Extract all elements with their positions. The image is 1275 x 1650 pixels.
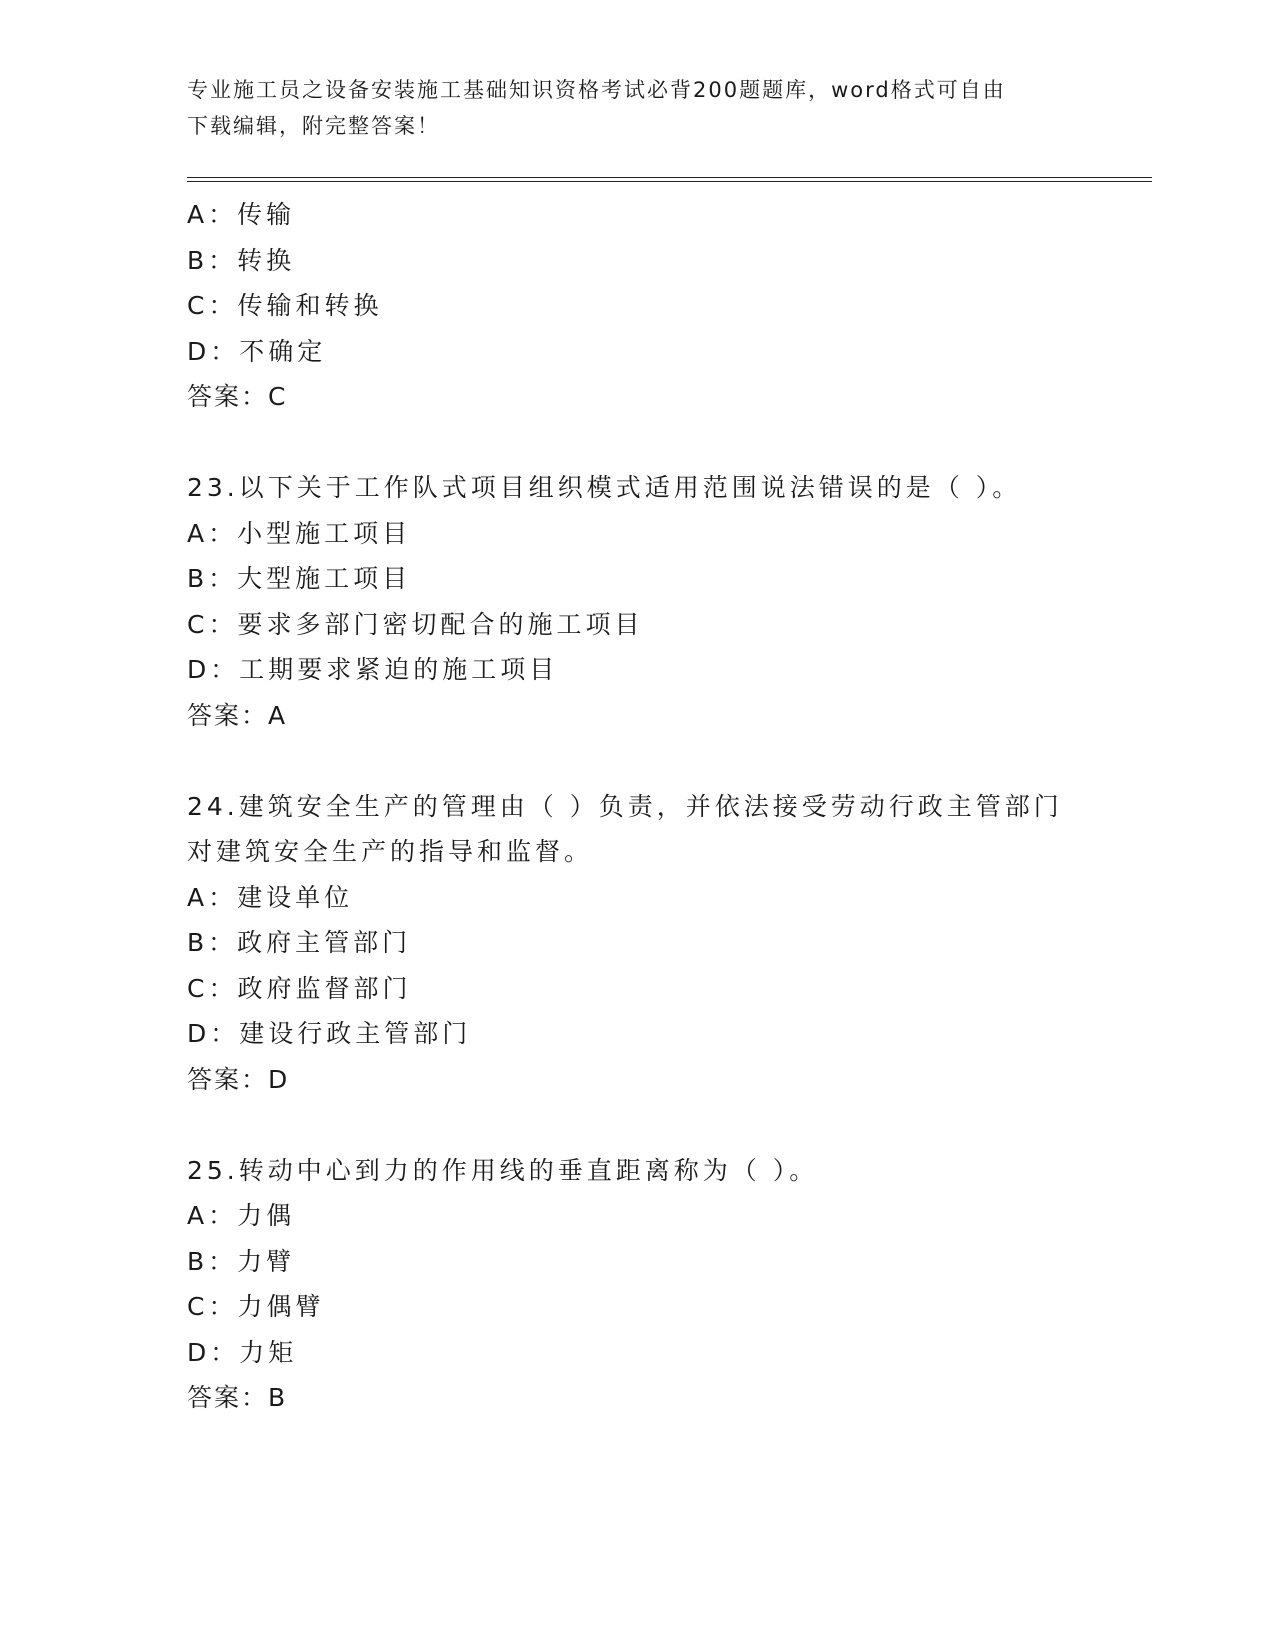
option-a: A：建设单位 <box>187 882 354 912</box>
option-c: C：要求多部门密切配合的施工项目 <box>187 609 644 639</box>
option-d: D：工期要求紧迫的施工项目 <box>187 655 559 684</box>
spacer <box>187 1102 1087 1148</box>
option-a: A：传输 <box>187 200 296 229</box>
option-d: D：不确定 <box>187 336 327 366</box>
answer: 答案：A <box>187 700 288 730</box>
question-text: 23.以下关于工作队式项目组织模式适用范围说法错误的是（ ）。 <box>187 473 1022 502</box>
option-c: C：政府监督部门 <box>187 973 412 1003</box>
question-block-prev <box>187 192 1087 420</box>
question-list <box>187 192 1087 1421</box>
spacer <box>187 420 1087 466</box>
answer: 答案：D <box>187 1064 290 1094</box>
option-d: D：建设行政主管部门 <box>187 1019 472 1048</box>
option-b: B：力臂 <box>187 1246 296 1276</box>
option-d: D：力矩 <box>187 1337 298 1367</box>
option-c: C：传输和转换 <box>187 291 383 320</box>
question-block-24 <box>187 784 1087 1103</box>
option-a: A：小型施工项目 <box>187 518 412 548</box>
header-divider <box>187 177 1152 182</box>
question-text: 25.转动中心到力的作用线的垂直距离称为（ ）。 <box>187 1155 819 1185</box>
document-header <box>187 72 1067 144</box>
question-text-line-1: 24.建筑安全生产的管理由（ ）负责，并依法接受劳动行政主管部门 <box>187 791 1063 821</box>
question-block-23 <box>187 465 1087 738</box>
option-b: B：政府主管部门 <box>187 928 412 957</box>
option-a: A：力偶 <box>187 1201 296 1230</box>
answer: 答案：C <box>187 382 288 411</box>
header-title-line-1: 专业施工员之设备安装施工基础知识资格考试必背200题题库，word格式可自由 <box>187 78 1006 102</box>
option-b: B：转换 <box>187 245 296 275</box>
option-b: B：大型施工项目 <box>187 564 412 593</box>
header-title-line-2: 下载编辑，附完整答案！ <box>187 114 440 138</box>
question-block-25 <box>187 1148 1087 1421</box>
answer: 答案：B <box>187 1383 288 1412</box>
question-text-line-2: 对建筑安全生产的指导和监督。 <box>187 837 594 866</box>
option-c: C：力偶臂 <box>187 1292 325 1321</box>
spacer <box>187 738 1087 784</box>
